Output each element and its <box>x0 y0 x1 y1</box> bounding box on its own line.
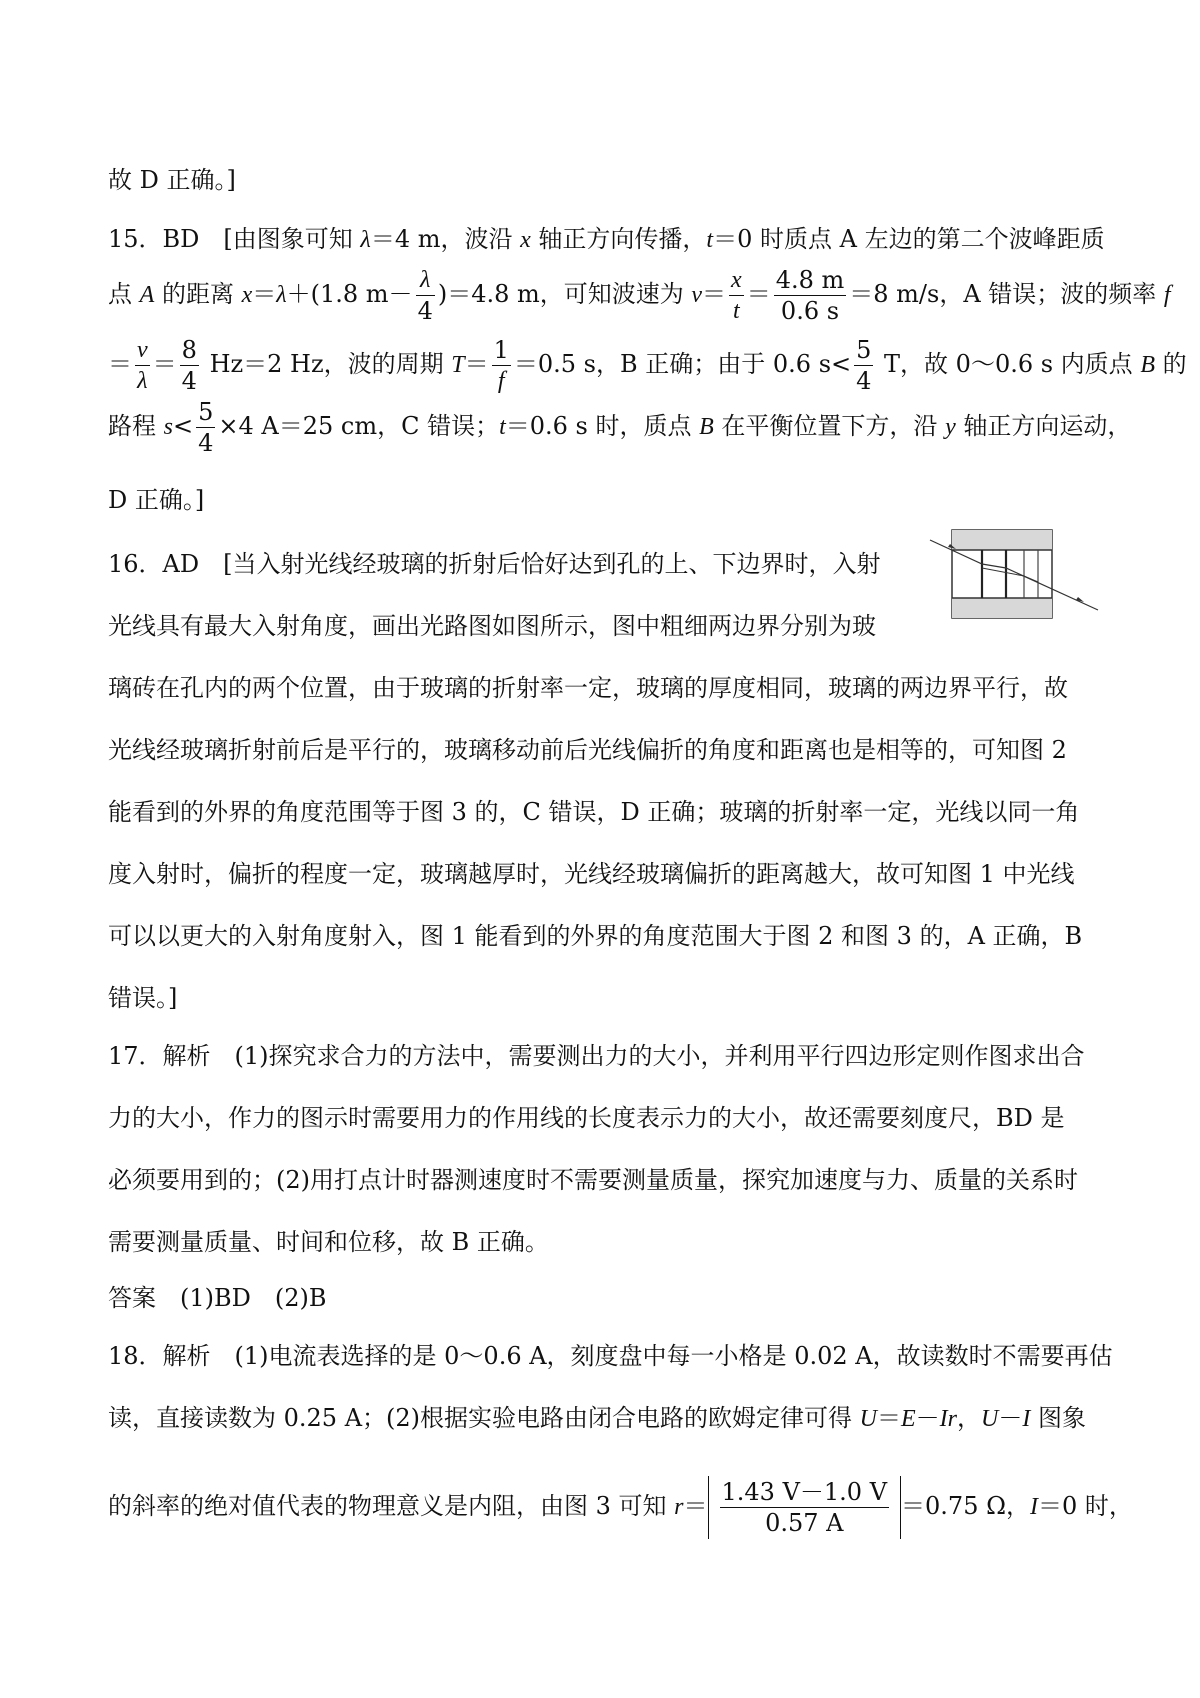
fraction: $\frac{1.43 V-1.0 V}{0.57 A}$ <box>721 1478 888 1537</box>
text-line: 力的大小，作力的图示时需要用力的作用线的长度表示力的大小，故还需要刻度尺，BD 是 <box>108 1104 1065 1132</box>
fraction: $\frac{4.8 m}{0.6 s}$ <box>775 266 845 325</box>
fraction: $\frac{5}{4}$ <box>198 398 214 457</box>
text-line: 17．解析 (1)探究求合力的方法中，需要测出力的大小，并利用平行四边形定则作图求出合 <box>108 1042 1085 1070</box>
text-line: 璃砖在孔内的两个位置，由于玻璃的折射率一定，玻璃的厚度相同，玻璃的两边界平行，故 <box>108 674 1068 702</box>
fraction: $\frac{8}{4}$ <box>181 336 197 395</box>
text-line: 错误。] <box>108 984 178 1012</box>
fraction: $\frac{v}{\lambda}$ <box>137 337 148 394</box>
text-line: 必须要用到的；(2)用打点计时器测速度时不需要测量质量，探究加速度与力、质量的关系时 <box>108 1166 1078 1194</box>
text-line: 能看到的外界的角度范围等于图 3 的，C 错误，D 正确；玻璃的折射率一定，光线以同一角 <box>108 798 1080 826</box>
text-line: 光线经玻璃折射前后是平行的，玻璃移动前后光线偏折的角度和距离也是相等的，可知图 2 <box>108 736 1067 764</box>
answer-line: 答案 (1)BD (2)B <box>108 1284 327 1312</box>
text-line: 故 D 正确。] <box>108 166 236 194</box>
absolute-value <box>708 1476 902 1539</box>
text-line: 路程 s< $\frac{5}{4}$ ×4 A＝25 cm，C 错误；t＝0.6 s 时，质点 B 在平衡位置下方，沿 y 轴正方向运动， <box>108 398 1132 457</box>
text-line: 光线具有最大入射角度，画出光路图如图所示，图中粗细两边界分别为玻 <box>108 612 876 640</box>
text-line: ＝ $\frac{v}{\lambda}$ ＝ $\frac{8}{4}$ Hz＝2 Hz，波的周期 T＝ $\frac{1}{f}$ ＝0.5 s，B 正确；由于 0.6 s< $\frac{5}{4}$ T，故 0～0.6 s 内质点 B 的 <box>108 336 1187 395</box>
light-path-diagram <box>928 528 1100 622</box>
fraction: $\frac{1}{f}$ <box>493 336 509 394</box>
text-line: 18．解析 (1)电流表选择的是 0～0.6 A，刻度盘中每一小格是 0.02 A，故读数时不需要再估 <box>108 1342 1113 1370</box>
fraction: $\frac{x}{t}$ <box>731 267 742 324</box>
text-line: 读，直接读数为 0.25 A；(2)根据实验电路由闭合电路的欧姆定律可得 U＝E－Ir，U－I 图象 <box>108 1404 1086 1432</box>
text-line: D 正确。] <box>108 486 205 514</box>
text-line: 点 A 的距离 x＝λ＋(1.8 m－ $\frac{\lambda}{4}$ )＝4.8 m，可知波速为 v＝ $\frac{x}{t}$ ＝ $\frac{4.8 m}{0.6 s}$ ＝8 m/s，A 错误；波的频率 f <box>108 266 1171 325</box>
fraction: $\frac{\lambda}{4}$ <box>417 267 433 325</box>
text-line: 的斜率的绝对值代表的物理意义是内阻，由图 3 可知 r＝ $\frac{1.43 V-1.0 V}{0.57 A}$ ＝0.75 Ω，I＝0 时， <box>108 1478 1133 1537</box>
text-line: 可以以更大的入射角度射入，图 1 能看到的外界的角度范围大于图 2 和图 3 的，A 正确，B <box>108 922 1083 950</box>
text-line: 15．BD [由图象可知 λ＝4 m，波沿 x 轴正方向传播，t＝0 时质点 A 左边的第二个波峰距质 <box>108 225 1105 253</box>
text-line: 度入射时，偏折的程度一定，玻璃越厚时，光线经玻璃偏折的距离越大，故可知图 1 中光线 <box>108 860 1075 888</box>
fraction: $\frac{5}{4}$ <box>856 336 872 395</box>
text-line: 需要测量质量、时间和位移，故 B 正确。 <box>108 1228 549 1256</box>
text-line: 16．AD [当入射光线经玻璃的折射后恰好达到孔的上、下边界时，入射 <box>108 550 881 578</box>
